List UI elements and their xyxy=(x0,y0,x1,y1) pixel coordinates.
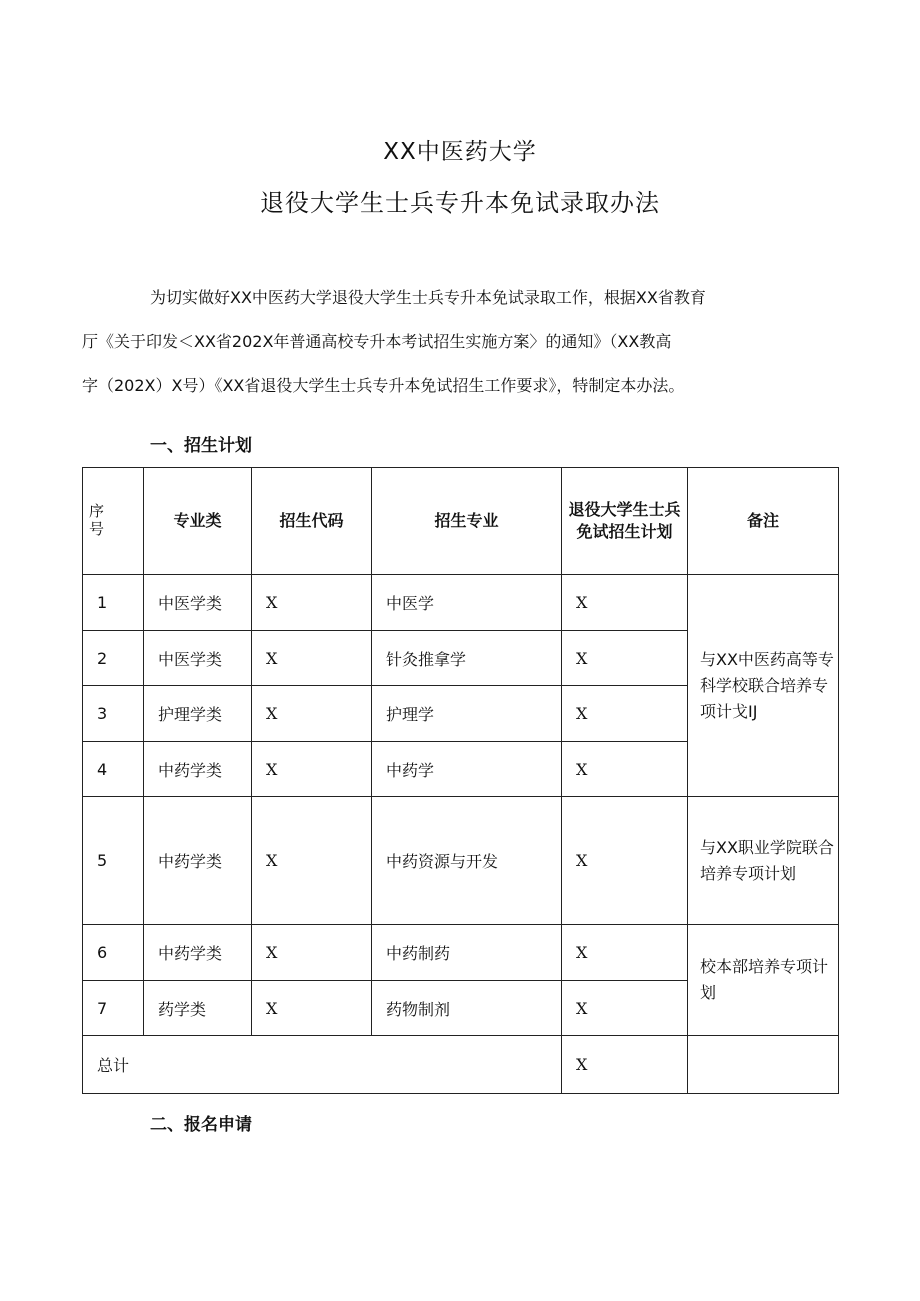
cell-major: 针灸推拿学 xyxy=(372,631,562,686)
intro-paragraph-line-3: 字（202X）X号）《XX省退役大学生士兵专升本免试招生工作要求》，特制定本办法。 xyxy=(82,376,685,395)
cell-category: 中药学类 xyxy=(144,797,252,925)
table-header-row xyxy=(83,468,839,575)
table-row xyxy=(83,797,839,925)
cell-code: X xyxy=(252,686,372,742)
cell-major: 中药资源与开发 xyxy=(372,797,562,925)
cell-plan: X xyxy=(562,797,688,925)
table-total-row xyxy=(83,1036,839,1094)
header-seq: 序号 xyxy=(83,468,144,575)
cell-major: 护理学 xyxy=(372,686,562,742)
cell-plan: X xyxy=(562,925,688,981)
intro-paragraph-line-1: 为切实做好XX中医药大学退役大学生士兵专升本免试录取工作，根据XX省教育 xyxy=(150,288,706,307)
cell-total-label: 总计 xyxy=(83,1036,562,1094)
document-title: XX中医药大学 xyxy=(383,139,537,165)
table-row xyxy=(83,925,839,981)
header-category: 专业类 xyxy=(144,468,252,575)
section-heading-enrollment-plan: 一、招生计划 xyxy=(150,436,252,456)
cell-category: 中药学类 xyxy=(144,742,252,797)
header-code: 招生代码 xyxy=(252,468,372,575)
cell-code: X xyxy=(252,575,372,631)
cell-plan: X xyxy=(562,575,688,631)
cell-code: X xyxy=(252,797,372,925)
table-row xyxy=(83,575,839,631)
cell-seq: 1 xyxy=(83,575,144,631)
cell-seq: 7 xyxy=(83,981,144,1036)
cell-seq: 2 xyxy=(83,631,144,686)
cell-seq: 5 xyxy=(83,797,144,925)
cell-code: X xyxy=(252,981,372,1036)
cell-major: 中医学 xyxy=(372,575,562,631)
cell-total-note xyxy=(688,1036,839,1094)
cell-category: 中药学类 xyxy=(144,925,252,981)
enrollment-plan-table xyxy=(82,467,839,1094)
header-major: 招生专业 xyxy=(372,468,562,575)
cell-plan: X xyxy=(562,742,688,797)
cell-seq: 6 xyxy=(83,925,144,981)
cell-major: 中药制药 xyxy=(372,925,562,981)
cell-total-plan: X xyxy=(562,1036,688,1094)
cell-category: 护理学类 xyxy=(144,686,252,742)
header-note: 备注 xyxy=(688,468,839,575)
cell-major: 中药学 xyxy=(372,742,562,797)
cell-major: 药物制剂 xyxy=(372,981,562,1036)
cell-category: 中医学类 xyxy=(144,631,252,686)
cell-plan: X xyxy=(562,981,688,1036)
cell-note-group-2: 与XX职业学院联合培养专项计划 xyxy=(688,797,839,925)
cell-seq: 4 xyxy=(83,742,144,797)
cell-code: X xyxy=(252,925,372,981)
cell-category: 中医学类 xyxy=(144,575,252,631)
cell-code: X xyxy=(252,742,372,797)
header-plan: 退役大学生士兵免试招生计划 xyxy=(562,468,688,575)
cell-seq: 3 xyxy=(83,686,144,742)
section-heading-registration: 二、报名申请 xyxy=(150,1115,252,1135)
cell-note-group-3: 校本部培养专项计划 xyxy=(688,925,839,1036)
cell-plan: X xyxy=(562,631,688,686)
cell-code: X xyxy=(252,631,372,686)
cell-note-group-1: 与XX中医药高等专科学校联合培养专项计戈IJ xyxy=(688,575,839,797)
cell-plan: X xyxy=(562,686,688,742)
document-subtitle: 退役大学生士兵专升本免试录取办法 xyxy=(260,189,660,217)
intro-paragraph-line-2: 厅《关于印发＜XX省202X年普通高校专升本考试招生实施方案〉的通知》（XX教高 xyxy=(82,332,672,351)
cell-category: 药学类 xyxy=(144,981,252,1036)
